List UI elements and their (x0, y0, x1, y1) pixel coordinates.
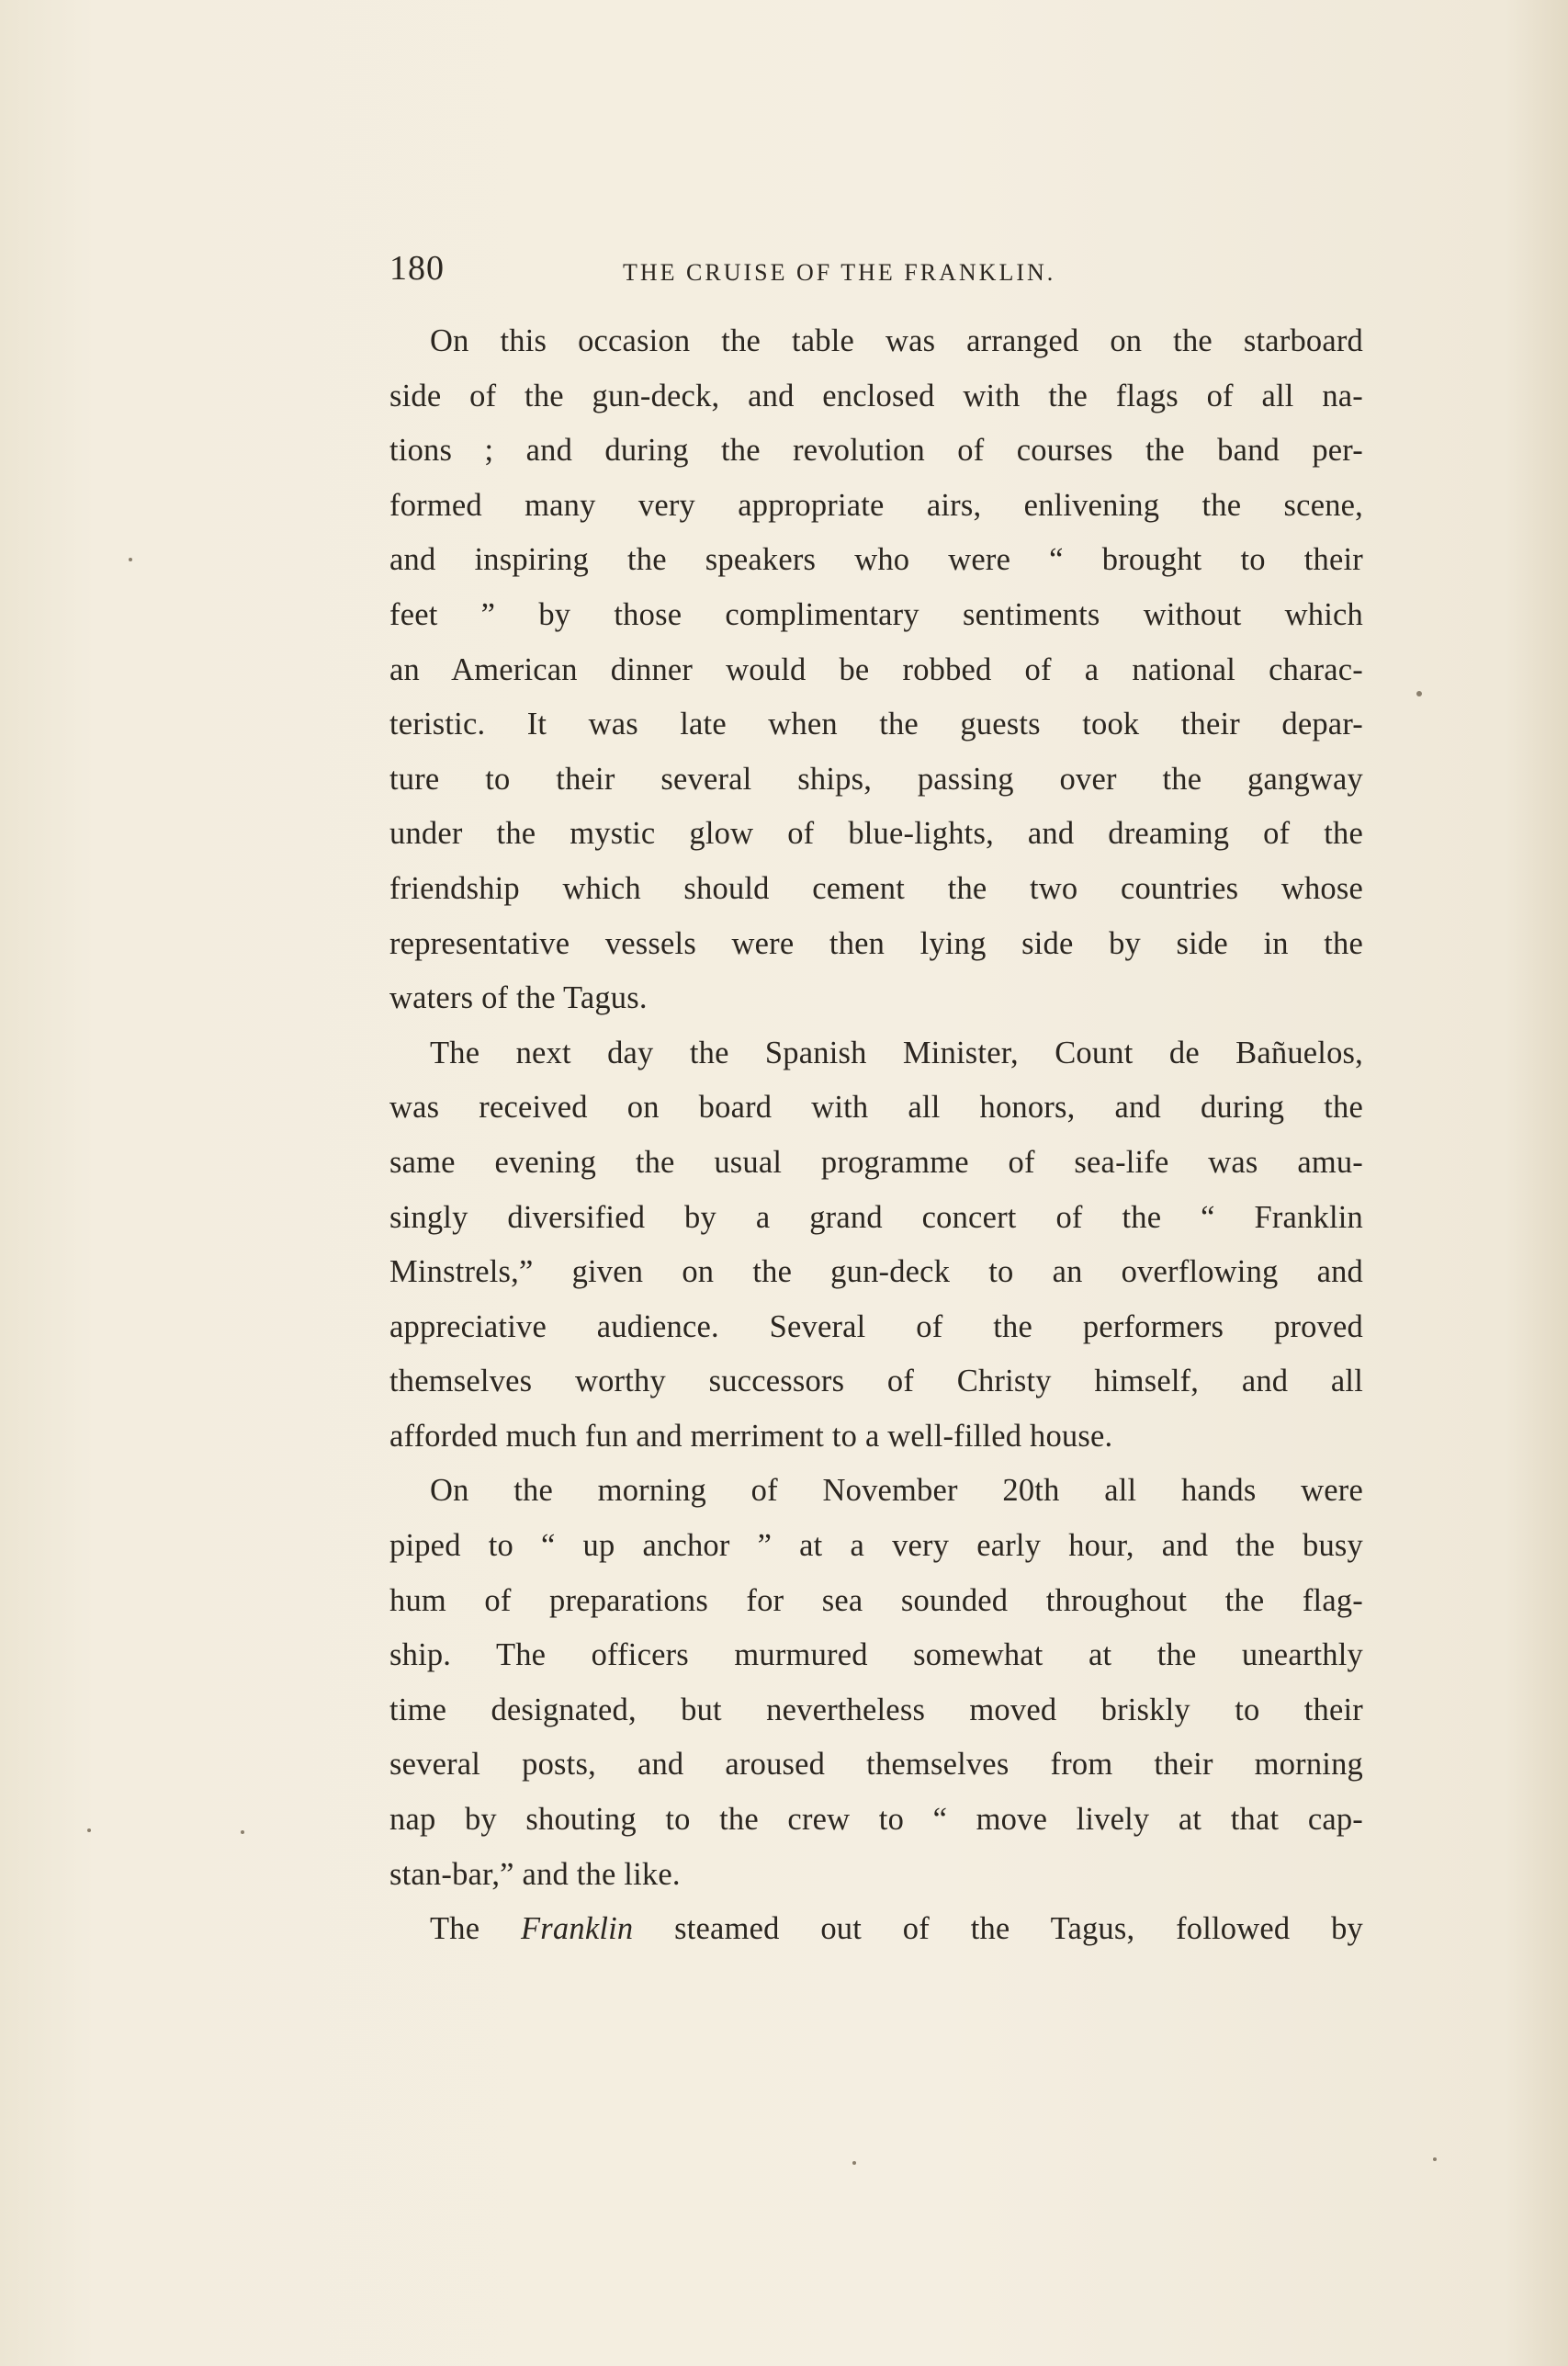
text-line: formed many very appropriate airs, enlivening the scene, (389, 487, 1363, 523)
text-line: side of the gun-deck, and enclosed with the flags of all na- (389, 378, 1363, 413)
text-line: tions ; and during the revolution of courses the band per- (389, 433, 1363, 469)
text-fragment: The (430, 1911, 522, 1947)
text-line: On this occasion the table was arranged on the starboard (430, 323, 1363, 358)
paper-speck (1433, 2157, 1437, 2161)
text-line: under the mystic glow of blue-lights, and dreaming of the (389, 816, 1363, 852)
text-line: representative vessels were then lying side by side in the (389, 925, 1363, 961)
text-line: stan-bar,” and the like. (389, 1856, 681, 1892)
text-line: On the morning of November 20th all hands were (430, 1473, 1363, 1509)
text-line: hum of preparations for sea sounded throughout the flag- (389, 1582, 1363, 1618)
text-line: and inspiring the speakers who were “ brought to their (389, 542, 1363, 578)
text-line: nap by shouting to the crew to “ move lively at that cap- (389, 1802, 1363, 1838)
text-line: waters of the Tagus. (389, 980, 648, 1016)
text-line: time designated, but nevertheless moved briskly to their (389, 1692, 1363, 1727)
paper-speck (852, 2161, 856, 2165)
text-line: was received on board with all honors, and during the (389, 1090, 1363, 1126)
body-text (389, 314, 1363, 1957)
text-line: appreciative audience. Several of the performers proved (389, 1308, 1363, 1344)
running-head: THE CRUISE OF THE FRANKLIN. (623, 259, 1056, 286)
text-line: same evening the usual programme of sea-life was amu- (389, 1144, 1363, 1180)
page-number: 180 (389, 249, 445, 288)
text-line (389, 1902, 1363, 1957)
paper-speck (241, 1830, 244, 1834)
text-line: piped to “ up anchor ” at a very early hour, and the busy (389, 1528, 1363, 1564)
paper-speck (1416, 691, 1422, 696)
ship-name: Franklin (521, 1911, 634, 1947)
paper-speck (87, 1828, 91, 1832)
page-header (389, 248, 1363, 294)
text-line: singly diversified by a grand concert of the “ Franklin (389, 1199, 1363, 1235)
text-line: themselves worthy successors of Christy himself, and all (389, 1364, 1363, 1399)
text-line: The next day the Spanish Minister, Count de Bañuelos, (430, 1035, 1363, 1070)
text-line: several posts, and aroused themselves from their morning (389, 1747, 1363, 1783)
text-fragment: steamed out of the Tagus, followed by (633, 1911, 1364, 1947)
text-line: feet ” by those complimentary sentiments without which (389, 596, 1363, 632)
text-line: an American dinner would be robbed of a national charac- (389, 651, 1363, 687)
text-line: afforded much fun and merriment to a well-filled house. (389, 1418, 1113, 1454)
paper-speck (129, 558, 132, 561)
text-line: teristic. It was late when the guests took their depar- (389, 707, 1363, 742)
text-line: friendship which should cement the two countries whose (389, 870, 1363, 906)
text-line: ship. The officers murmured somewhat at the unearthly (389, 1637, 1363, 1673)
text-line: ture to their several ships, passing over the gangway (389, 761, 1363, 797)
text-line: Minstrels,” given on the gun-deck to an overflowing and (389, 1254, 1363, 1290)
